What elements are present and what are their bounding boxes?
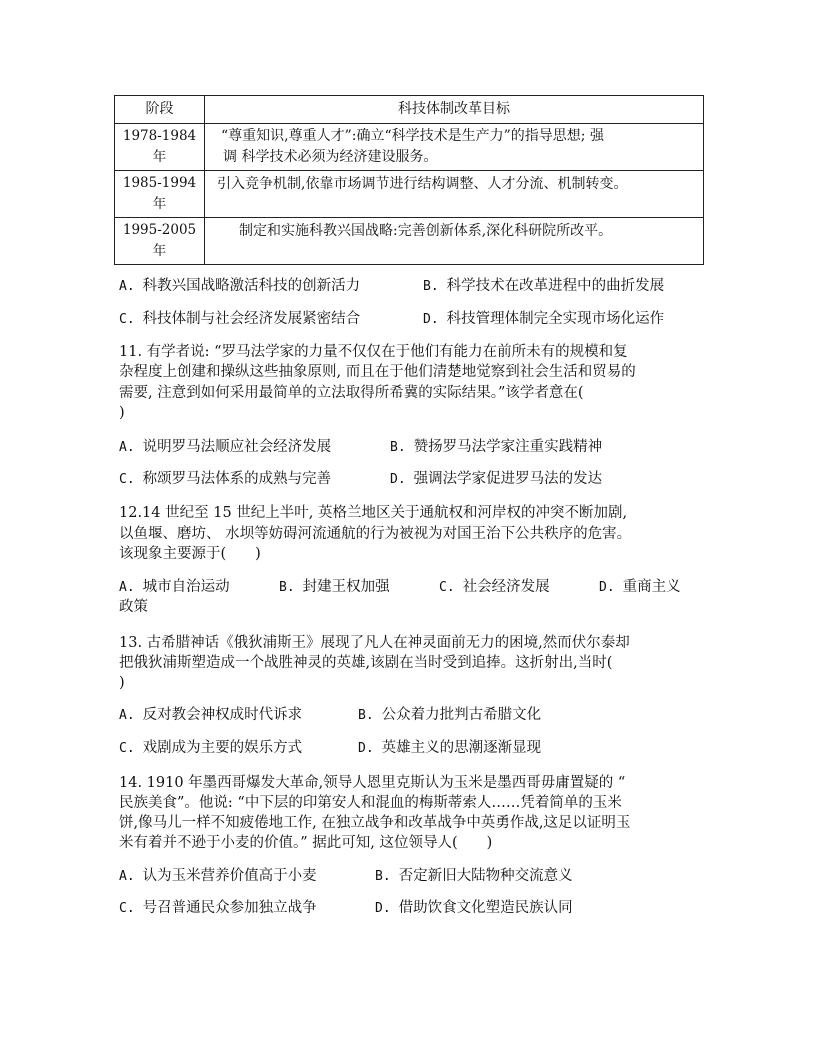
- q13-stem-line: 13. 古希腊神话《俄狄浦斯王》展现了凡人在神灵面前无力的困境,然而伏尔泰却: [119, 635, 630, 651]
- header-stage: 阶段: [115, 96, 205, 124]
- q14-option-a: A. 认为玉米营养价值高于小麦: [119, 868, 317, 884]
- goal-line: 引入竞争机制,依靠市场调节进行结构调整、人才分流、机制转变。: [217, 175, 628, 192]
- q11-stem-line: 需要, 注意到如何采用最简单的立法取得所希冀的实际结果。”该学者意在(: [119, 385, 584, 401]
- q12-stem-line: 以鱼堰、磨坊、 水坝等妨碍河流通航的行为被视为对国王治下公共秩序的危害。: [119, 526, 632, 542]
- q12-option-c: C. 社会经济发展: [439, 579, 550, 595]
- q11-option-a: A. 说明罗马法顺应社会经济发展: [119, 439, 332, 455]
- q11-option-b: B. 赞扬罗马法学家注重实践精神: [390, 439, 603, 455]
- q12-option-d: D. 重商主义: [599, 579, 681, 595]
- stage-years: 1995-2005: [122, 222, 197, 238]
- q13-option-c: C. 戏剧成为主要的娱乐方式: [119, 740, 303, 756]
- q14-stem-line: 米有着并不逊于小麦的价值。” 据此可知, 这位领导人( ): [119, 835, 493, 851]
- q14-option-c: C. 号召普通民众参加独立战争: [119, 900, 317, 916]
- q12-option-a: A. 城市自治运动: [119, 579, 230, 595]
- stage-unit: 年: [152, 149, 167, 165]
- goal-cell: [205, 124, 704, 171]
- q11-stem-line: 杂程度上创建和操纵这些抽象原则, 而且在于他们清楚地觉察到社会生活和贸易的: [119, 364, 636, 380]
- q13-option-d: D. 英雄主义的思潮逐渐显现: [358, 740, 542, 756]
- q14-stem-line: 14. 1910 年墨西哥爆发大革命,领导人恩里克斯认为玉米是墨西哥毋庸置疑的 “: [119, 775, 626, 791]
- stage-unit: 年: [152, 196, 167, 212]
- q12-option-b: B. 封建王权加强: [279, 579, 390, 595]
- stage-unit: 年: [152, 243, 167, 259]
- stage-years: 1985-1994: [122, 175, 197, 191]
- q14-stem-line: 饼,像马儿一样不知疲倦地工作, 在独立战争和改革战争中英勇作战,这足以证明玉: [119, 815, 631, 831]
- goal-cell: [205, 218, 704, 265]
- header-goal: 科技体制改革目标: [205, 96, 704, 124]
- q14-stem-line: 民族美食”。他说: “中下层的印第安人和混血的梅斯蒂索人……凭着简单的玉米: [119, 795, 622, 811]
- goal-cell: [205, 171, 704, 218]
- table-header-row: [115, 96, 704, 124]
- goal-line: 调 科学技术必须为经济建设服务。: [223, 149, 438, 165]
- table-row: [115, 171, 704, 218]
- q13-option-b: B. 公众着力批判古希腊文化: [358, 707, 542, 723]
- table-row: [115, 124, 704, 171]
- reform-table: [114, 95, 704, 265]
- goal-line: 制定和实施科教兴国战略:完善创新体系,深化科研院所改平。: [239, 222, 613, 239]
- q10-option-a: A. 科教兴国战略激活科技的创新活力: [119, 278, 361, 294]
- table-row: [115, 218, 704, 265]
- q10-option-b: B. 科学技术在改革进程中的曲折发展: [423, 278, 665, 294]
- q12-stem-line: 该现象主要源于( ): [119, 546, 261, 562]
- q11-stem-line: ): [119, 405, 125, 421]
- q14-option-d: D. 借助饮食文化塑造民族认同: [375, 900, 573, 916]
- goal-line: “尊重知识,尊重人才”:确立“科学技术是生产力”的指导思想; 强: [221, 128, 604, 144]
- stage-cell: [115, 171, 205, 218]
- q13-option-a: A. 反对教会神权成时代诉求: [119, 707, 303, 723]
- q11-option-c: C. 称颂罗马法体系的成熟与完善: [119, 471, 332, 487]
- q11-stem-line: 11. 有学者说: “罗马法学家的力量不仅仅在于他们有能力在前所未有的规模和复: [119, 344, 628, 360]
- q14-option-b: B. 否定新旧大陆物种交流意义: [375, 868, 573, 884]
- q13-stem-line: 把俄狄浦斯塑造成一个战胜神灵的英雄,该剧在当时受到追捧。这折射出,当时(: [119, 655, 613, 671]
- q12-stem-line: 12.14 世纪至 15 世纪上半叶, 英格兰地区关于通航权和河岸权的冲突不断加剧,: [119, 505, 628, 521]
- stage-cell: [115, 218, 205, 265]
- q13-stem-line: ): [119, 675, 125, 691]
- stage-years: 1978-1984: [122, 128, 197, 144]
- q11-option-d: D. 强调法学家促进罗马法的发达: [390, 471, 603, 487]
- stage-cell: [115, 124, 205, 171]
- q10-option-d: D. 科技管理体制完全实现市场化运作: [423, 311, 665, 327]
- q10-option-c: C. 科技体制与社会经济发展紧密结合: [119, 311, 361, 327]
- q12-option-d-continued: 政策: [119, 599, 148, 615]
